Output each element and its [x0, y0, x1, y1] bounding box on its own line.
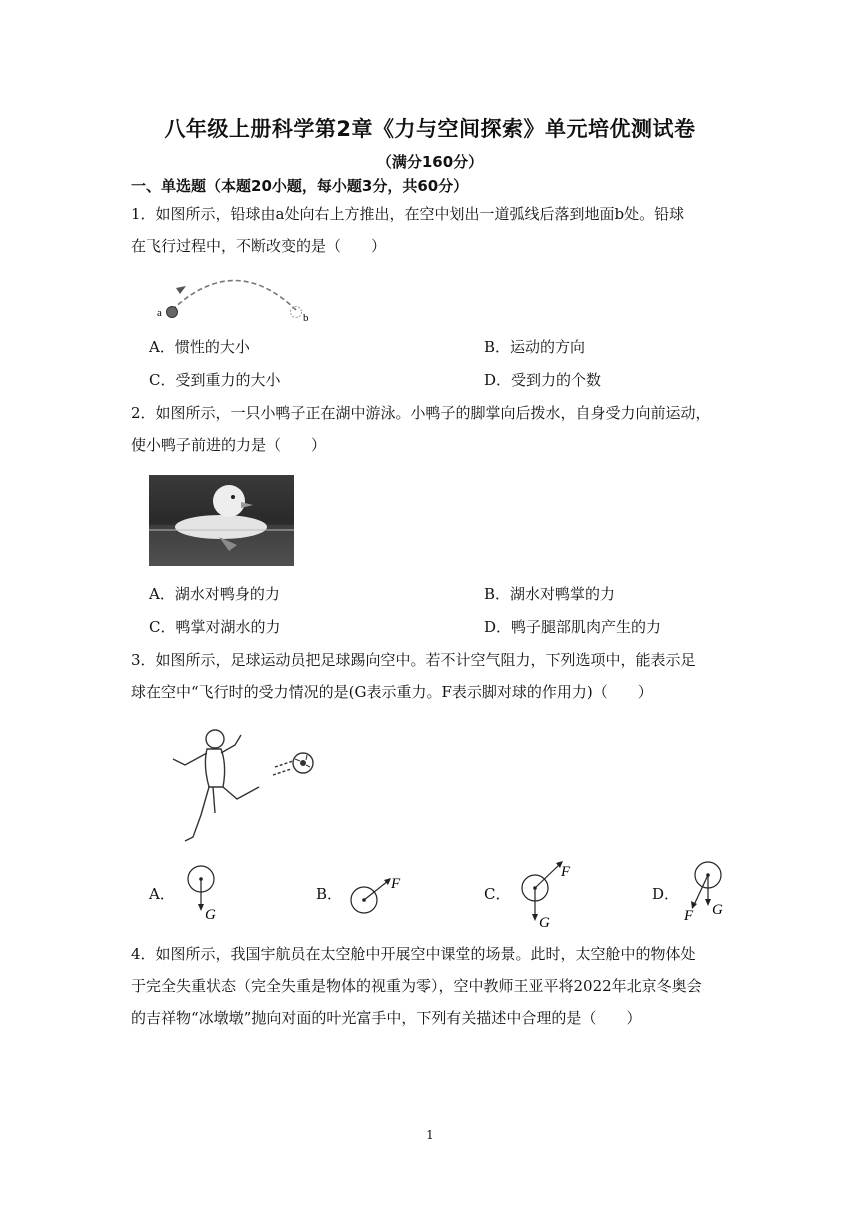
page-subtitle: （满分160分）	[376, 153, 484, 171]
g-label: G	[205, 907, 216, 923]
q3-option-d-diagram[interactable]	[680, 858, 730, 924]
question-4-line1: 4．如图所示，我国宇航员在太空舱中开展空中课堂的场景。此时，太空舱中的物体处	[131, 945, 696, 963]
shot-put-arc-figure	[150, 266, 320, 328]
question-1-line1: 1．如图所示，铅球由a处向右上方推出，在空中划出一道弧线后落到地面b处。铅球	[131, 205, 685, 223]
q1-option-b[interactable]: B．运动的方向	[484, 338, 586, 356]
question-4-line2: 于完全失重状态（完全失重是物体的视重为零），空中教师王亚平将2022年北京冬奥会	[131, 977, 702, 995]
q3-option-a-label[interactable]: A．	[149, 885, 175, 903]
f-label: F	[684, 908, 694, 924]
q3-option-b-diagram[interactable]	[344, 868, 404, 918]
g-label: G	[539, 915, 550, 931]
question-2-line1: 2．如图所示，一只小鸭子正在湖中游泳。小鸭子的脚掌向后拨水，自身受力向前运动，	[131, 404, 711, 422]
f-label: F	[391, 876, 401, 892]
question-2	[131, 397, 731, 461]
q3-option-c-diagram[interactable]	[516, 856, 586, 932]
arc-path	[172, 281, 296, 311]
question-3	[131, 644, 731, 708]
page-number: 1	[426, 1128, 434, 1142]
q1-option-a[interactable]: A．惯性的大小	[149, 338, 250, 356]
question-1-line2: 在飞行过程中，不断改变的是（ ）	[131, 237, 387, 255]
duckling-photo	[149, 475, 294, 566]
g-label: G	[712, 902, 723, 918]
q1-option-d[interactable]: D．受到力的个数	[484, 371, 602, 389]
page-title: 八年级上册科学第2章《力与空间探索》单元培优测试卷	[164, 117, 696, 141]
landing-point	[291, 307, 302, 318]
q3-option-b-label[interactable]: B．	[316, 885, 343, 903]
question-4	[131, 938, 731, 1034]
soccer-player-figure	[155, 725, 325, 845]
label-b: b	[303, 312, 309, 324]
f-label: F	[561, 864, 571, 880]
question-4-line3: 的吉祥物“冰墩墩”抛向对面的叶光富手中，下列有关描述中合理的是（ ）	[131, 1009, 642, 1027]
arc-arrowhead	[176, 286, 186, 294]
question-1	[131, 198, 731, 262]
q2-option-c[interactable]: C．鸭掌对湖水的力	[149, 618, 281, 636]
q3-option-a-diagram[interactable]	[184, 864, 224, 924]
q2-option-d[interactable]: D．鸭子腿部肌肉产生的力	[484, 618, 662, 636]
question-2-line2: 使小鸭子前进的力是（ ）	[131, 436, 327, 454]
shot-put-ball	[167, 307, 178, 318]
q3-option-c-label[interactable]: C．	[484, 885, 511, 903]
question-3-line2: 球在空中“飞行时的受力情况的是(G表示重力。F表示脚对球的作用力)（ ）	[131, 683, 653, 701]
q2-option-b[interactable]: B．湖水对鸭掌的力	[484, 585, 616, 603]
label-a: a	[157, 307, 162, 319]
q1-option-c[interactable]: C．受到重力的大小	[149, 371, 281, 389]
question-3-line1: 3．如图所示，足球运动员把足球踢向空中。若不计空气阻力，下列选项中，能表示足	[131, 651, 696, 669]
section-heading: 一、单选题（本题20小题，每小题3分，共60分）	[131, 177, 469, 195]
q3-option-d-label[interactable]: D．	[652, 885, 680, 903]
q2-option-a[interactable]: A．湖水对鸭身的力	[149, 585, 280, 603]
